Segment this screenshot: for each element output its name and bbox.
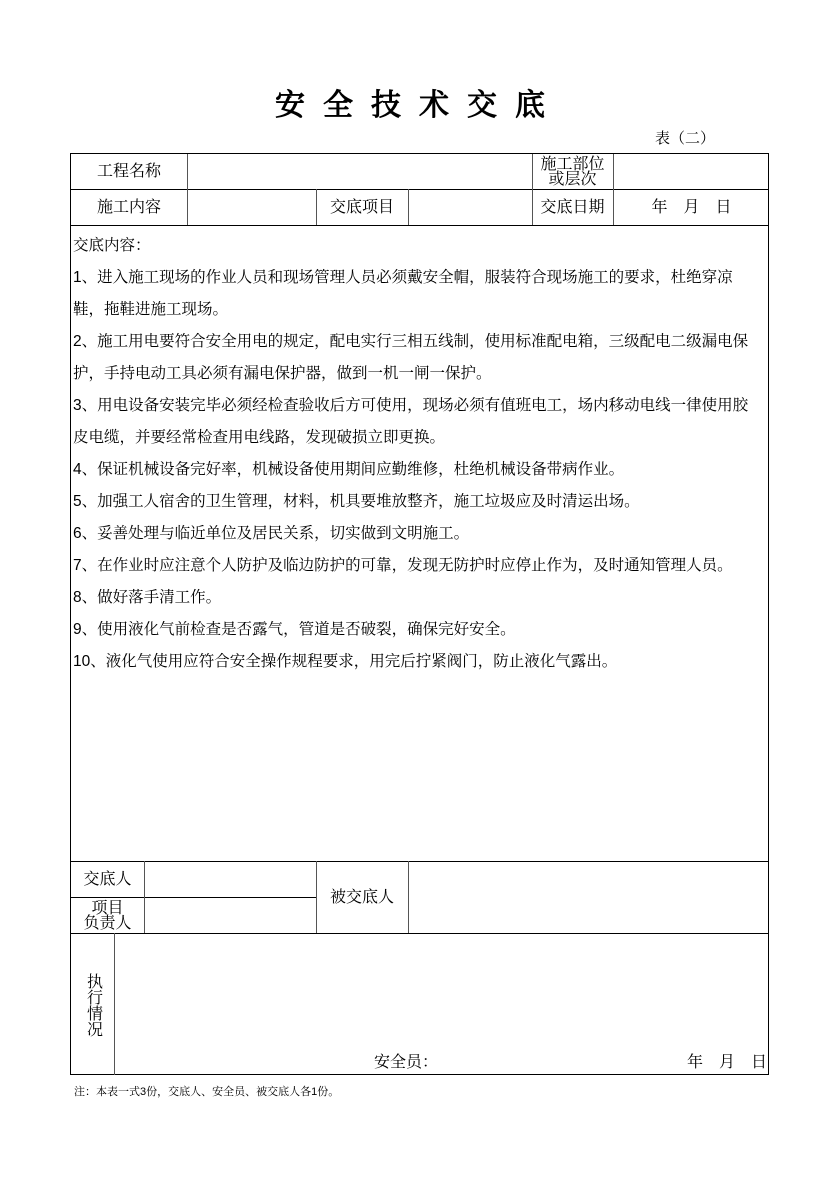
construction-content-field[interactable] xyxy=(188,190,316,225)
content-item: 8、做好落手清工作。 xyxy=(73,589,222,606)
content-item: 1、进入施工现场的作业人员和现场管理人员必须戴安全帽，服装符合现场施工的要求，杜绝穿凉鞋，拖鞋进施工现场。 xyxy=(73,269,733,318)
recipient-signature-field[interactable] xyxy=(409,862,769,933)
content-item: 5、加强工人宿舍的卫生管理，材料，机具要堆放整齐，施工垃圾应及时清运出场。 xyxy=(73,493,640,510)
location-label xyxy=(532,154,613,189)
project-manager-signature-field[interactable] xyxy=(145,898,316,933)
recipient-label: 被交底人 xyxy=(329,888,394,906)
project-manager-label-line1: 项目 xyxy=(91,899,124,917)
content-item: 3、用电设备安装完毕必须经检查验收后方可使用，现场必须有值班电工，场内移动电线一律使用胶皮电缆，并要经常检查用电线路，发现破损立即更换。 xyxy=(73,397,749,446)
safety-officer-label: 安全员： xyxy=(374,1054,439,1071)
execution-label: 执行情况 xyxy=(84,972,102,1037)
content-item: 10、液化气使用应符合安全操作规程要求，用完后拧紧阀门，防止液化气露出。 xyxy=(73,653,618,670)
briefing-content xyxy=(73,230,763,678)
content-item: 4、保证机械设备完好率，机械设备使用期间应勤维修，杜绝机械设备带病作业。 xyxy=(73,461,625,478)
execution-date: 年 月 日 xyxy=(687,1054,768,1071)
content-item: 9、使用液化气前检查是否露气，管道是否破裂，确保完好安全。 xyxy=(73,621,516,638)
briefer-signature-field[interactable] xyxy=(145,862,316,897)
briefing-date-label: 交底日期 xyxy=(540,198,605,216)
project-manager-label xyxy=(71,898,144,933)
construction-content-label: 施工内容 xyxy=(96,198,161,216)
briefer-label: 交底人 xyxy=(83,870,132,888)
content-item: 2、施工用电要符合安全用电的规定，配电实行三相五线制，使用标准配电箱，三级配电二级漏电保护，手持电动工具必须有漏电保护器，做到一机一闸一保护。 xyxy=(73,333,749,382)
form-number: 表（二） xyxy=(655,130,716,147)
location-label-line2: 或层次 xyxy=(548,170,597,188)
location-field[interactable] xyxy=(614,154,769,189)
execution-field[interactable] xyxy=(115,934,769,1075)
execution-label-cell xyxy=(71,934,114,1075)
content-item: 6、妥善处理与临近单位及居民关系，切实做到文明施工。 xyxy=(73,525,470,542)
content-heading: 交底内容： xyxy=(73,237,151,254)
footnote: 注：本表一式3份，交底人、安全员、被交底人各1份。 xyxy=(74,1086,340,1098)
briefing-date-field[interactable]: 年 月 日 xyxy=(651,198,732,216)
location-label-line1: 施工部位 xyxy=(540,155,605,173)
briefing-item-label: 交底项目 xyxy=(329,198,394,216)
project-name-label: 工程名称 xyxy=(96,162,161,180)
project-manager-label-line2: 负责人 xyxy=(83,914,132,932)
briefing-item-field[interactable] xyxy=(409,190,532,225)
page-title: 安全技术交底 xyxy=(275,89,563,122)
content-item: 7、在作业时应注意个人防护及临边防护的可靠，发现无防护时应停止作为，及时通知管理人员。 xyxy=(73,557,733,574)
project-name-field[interactable] xyxy=(188,154,532,189)
